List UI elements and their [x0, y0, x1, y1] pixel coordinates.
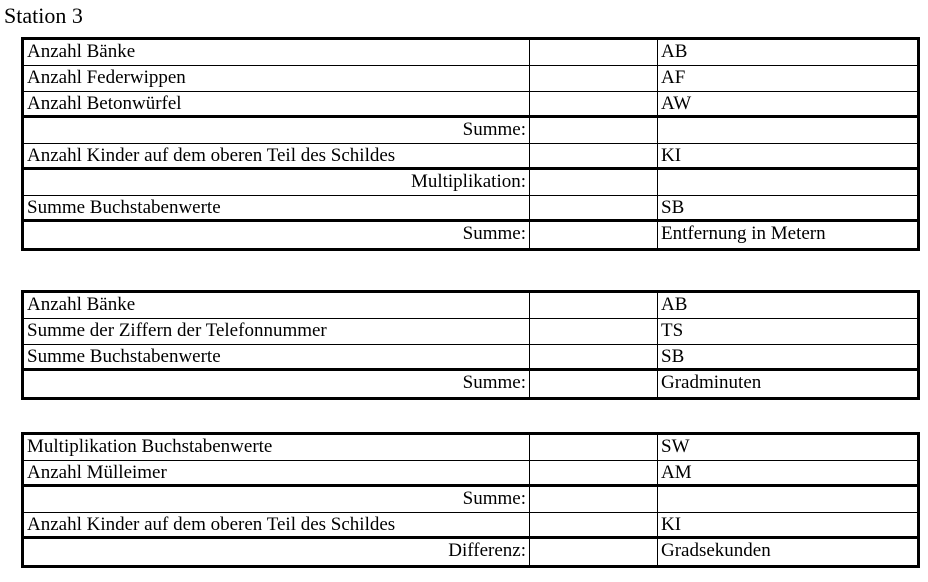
table-row: [24, 40, 917, 66]
table-row: [24, 92, 917, 118]
row-label: Anzahl Kinder auf dem oberen Teil des Schildes: [24, 513, 530, 536]
table-row: [24, 222, 917, 248]
variable-code: TS: [661, 320, 684, 341]
value-cell[interactable]: [530, 371, 658, 397]
variable-code: SW: [661, 436, 690, 457]
table-row: [24, 435, 917, 461]
variable-code: KI: [661, 145, 682, 166]
value-cell[interactable]: [530, 319, 658, 344]
value-cell[interactable]: [530, 40, 658, 65]
variable-code: AB: [661, 41, 688, 62]
table-row: [24, 293, 917, 319]
value-cell[interactable]: [530, 513, 658, 536]
variable-code: [658, 170, 917, 195]
seconds-calculation-table: [21, 432, 920, 568]
row-label: Multiplikation Buchstabenwerte: [24, 435, 530, 460]
variable-code: [658, 118, 917, 143]
variable-code: KI: [661, 514, 682, 535]
value-cell[interactable]: [530, 435, 658, 460]
value-cell[interactable]: [530, 196, 658, 219]
variable-code: AB: [661, 294, 688, 315]
variable-code: SB: [661, 197, 685, 218]
value-cell[interactable]: [530, 345, 658, 368]
table-row: [24, 66, 917, 92]
table-row: [24, 513, 917, 539]
variable-code: Gradminuten: [661, 372, 762, 393]
row-label: Anzahl Federwippen: [24, 66, 530, 91]
page-title: Station 3: [4, 3, 83, 28]
value-cell[interactable]: [530, 118, 658, 143]
row-label: Summe:: [24, 487, 530, 512]
row-label: Differenz:: [24, 539, 530, 565]
value-cell[interactable]: [530, 170, 658, 195]
row-label: Anzahl Kinder auf dem oberen Teil des Schildes: [24, 144, 530, 167]
row-label: Summe der Ziffern der Telefonnummer: [24, 319, 530, 344]
variable-code: AW: [661, 93, 692, 114]
variable-code: AF: [661, 67, 686, 88]
table-row: [24, 487, 917, 513]
row-label: Anzahl Mülleimer: [24, 461, 530, 484]
value-cell[interactable]: [530, 66, 658, 91]
row-label: Summe:: [24, 371, 530, 397]
row-label: Summe:: [24, 118, 530, 143]
minutes-calculation-table: [21, 290, 920, 400]
table-row: [24, 170, 917, 196]
distance-calculation-table: [21, 37, 920, 251]
table-row: [24, 319, 917, 345]
variable-code: Entfernung in Metern: [661, 223, 826, 244]
table-row: [24, 144, 917, 170]
row-label: Summe Buchstabenwerte: [24, 345, 530, 368]
variable-code: AM: [661, 462, 692, 483]
value-cell[interactable]: [530, 461, 658, 484]
value-cell[interactable]: [530, 92, 658, 115]
table-row: [24, 345, 917, 371]
table-row: [24, 539, 917, 565]
value-cell[interactable]: [530, 487, 658, 512]
value-cell[interactable]: [530, 293, 658, 318]
value-cell[interactable]: [530, 222, 658, 248]
table-row: [24, 461, 917, 487]
row-label: Summe:: [24, 222, 530, 248]
row-label: Summe Buchstabenwerte: [24, 196, 530, 219]
row-label: Multiplikation:: [24, 170, 530, 195]
value-cell[interactable]: [530, 539, 658, 565]
row-label: Anzahl Bänke: [24, 293, 530, 318]
table-row: [24, 371, 917, 397]
variable-code: [658, 487, 917, 512]
row-label: Anzahl Bänke: [24, 40, 530, 65]
value-cell[interactable]: [530, 144, 658, 167]
table-row: [24, 196, 917, 222]
variable-code: Gradsekunden: [661, 540, 771, 561]
variable-code: SB: [661, 346, 685, 367]
table-row: [24, 118, 917, 144]
row-label: Anzahl Betonwürfel: [24, 92, 530, 115]
